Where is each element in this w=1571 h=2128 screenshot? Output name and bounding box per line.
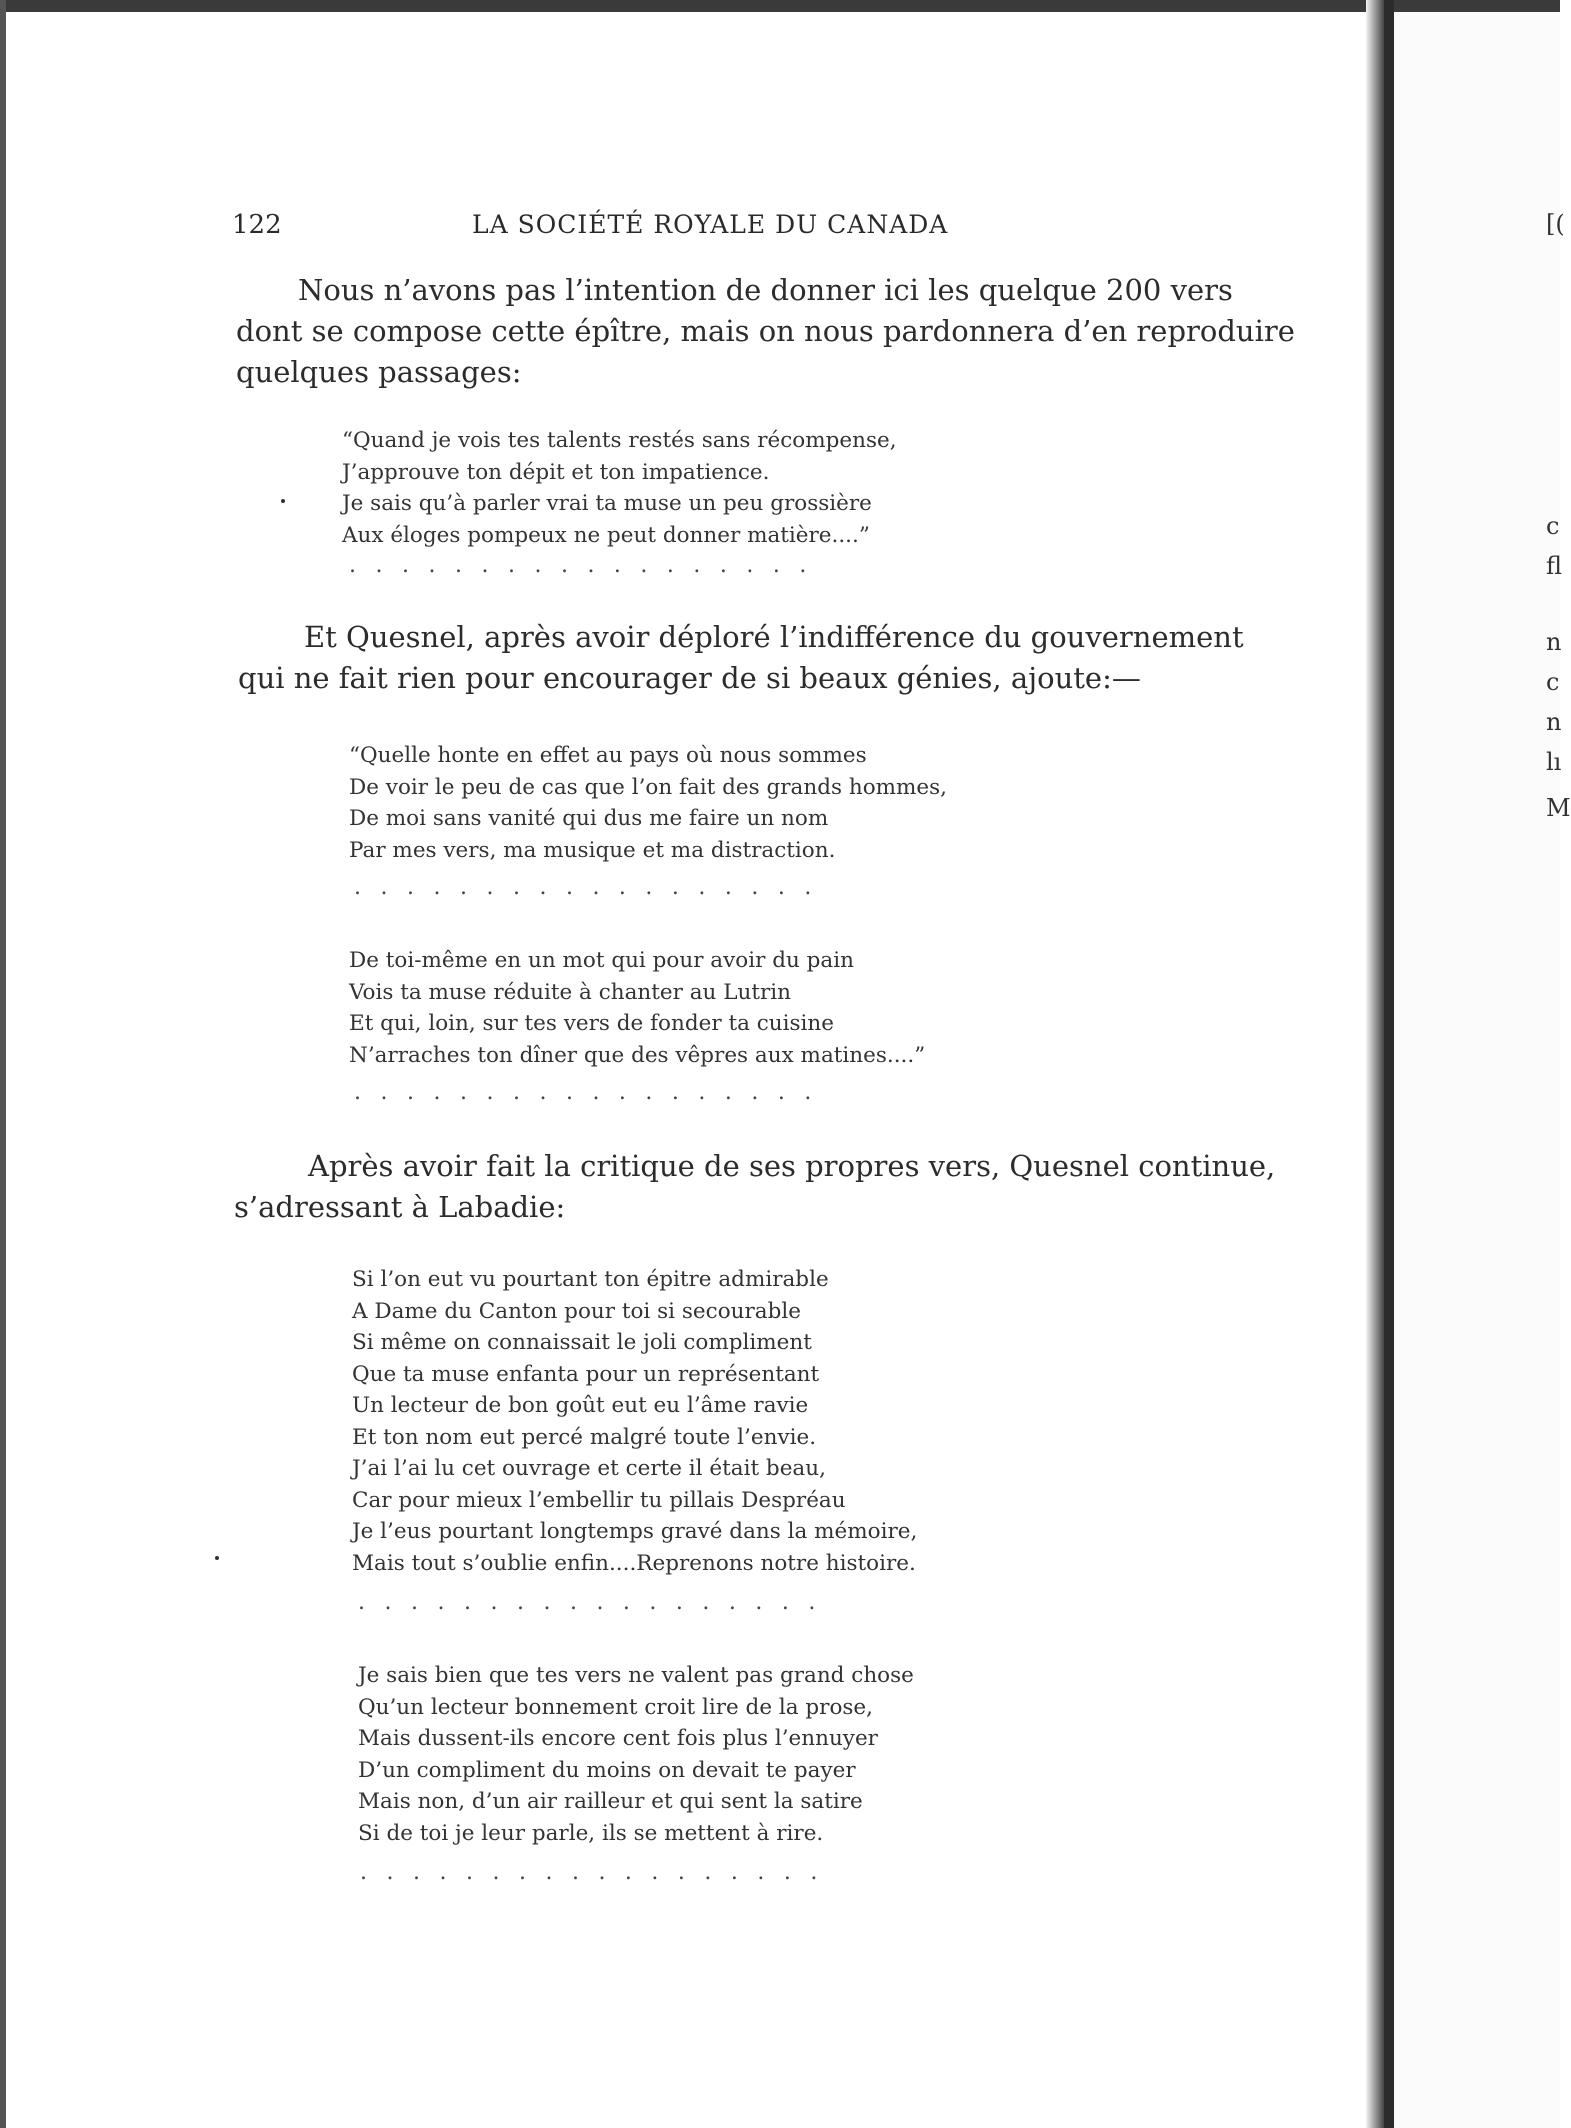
verse-block bbox=[342, 425, 897, 551]
scan-top-border bbox=[0, 0, 1560, 12]
page-header bbox=[232, 210, 1197, 250]
verse-line: “Quand je vois tes talents restés sans récompense, bbox=[342, 428, 897, 453]
paragraph-line: Et Quesnel, après avoir déploré l’indifférence du gouvernement bbox=[304, 620, 1244, 654]
verse-line: Vois ta muse réduite à chanter au Lutrin bbox=[349, 979, 791, 1005]
verse-block bbox=[358, 1660, 914, 1849]
verse-block bbox=[352, 1264, 917, 1579]
verse-line: Un lecteur de bon goût eut eu l’âme ravie bbox=[352, 1393, 809, 1418]
facing-page-fragment: lı bbox=[1546, 748, 1562, 776]
verse-line: Que ta muse enfanta pour un représentant bbox=[352, 1361, 820, 1387]
ink-speck bbox=[215, 1556, 219, 1560]
verse-line: Mais tout s’oublie enfin....Reprenons notre histoire. bbox=[352, 1550, 916, 1576]
ellipsis-row: .................. bbox=[349, 553, 826, 578]
running-head: LA SOCIÉTÉ ROYALE DU CANADA bbox=[472, 210, 949, 239]
page-number: 122 bbox=[232, 210, 282, 240]
verse-line: Car pour mieux l’embellir tu pillais Despréau bbox=[352, 1487, 846, 1513]
body-paragraph bbox=[238, 617, 1244, 699]
page-fold-shadow bbox=[1366, 0, 1384, 2128]
paragraph-line: qui ne fait rien pour encourager de si beaux génies, ajoute:— bbox=[238, 661, 1141, 695]
facing-page-fragment: c bbox=[1546, 512, 1560, 540]
book-gutter bbox=[1384, 0, 1394, 2128]
body-paragraph bbox=[236, 270, 1295, 393]
verse-line: Qu’un lecteur bonnement croit lire de la prose, bbox=[358, 1694, 873, 1720]
verse-line: Je l’eus pourtant longtemps gravé dans la mémoire, bbox=[352, 1519, 918, 1544]
verse-line: Aux éloges pompeux ne peut donner matière....” bbox=[342, 522, 870, 548]
paragraph-line: Après avoir fait la critique de ses propres vers, Quesnel continue, bbox=[308, 1149, 1276, 1183]
verse-line: Si de toi je leur parle, ils se mettent à rire. bbox=[358, 1820, 824, 1846]
scan-left-border bbox=[0, 0, 6, 2128]
facing-page-fragment: fl bbox=[1546, 552, 1563, 580]
verse-line: D’un compliment du moins on devait te payer bbox=[358, 1757, 856, 1783]
paragraph-line: s’adressant à Labadie: bbox=[234, 1190, 566, 1224]
ellipsis-row: .................. bbox=[360, 1860, 837, 1885]
facing-page bbox=[1394, 12, 1571, 2128]
verse-line: Mais dussent-ils encore cent fois plus l’ennuyer bbox=[358, 1726, 878, 1751]
facing-page-fragment: M bbox=[1546, 794, 1571, 822]
verse-line: Si l’on eut vu pourtant ton épitre admirable bbox=[352, 1267, 829, 1292]
facing-page-fragment: n bbox=[1546, 628, 1562, 656]
verse-line: N’arraches ton dîner que des vêpres aux matines....” bbox=[349, 1042, 926, 1068]
ink-speck bbox=[281, 499, 285, 503]
verse-line: Je sais bien que tes vers ne valent pas grand chose bbox=[358, 1663, 914, 1688]
verse-line: De moi sans vanité qui dus me faire un nom bbox=[349, 806, 829, 831]
verse-line: A Dame du Canton pour toi si secourable bbox=[352, 1298, 801, 1324]
verse-line: J’ai l’ai lu cet ouvrage et certe il était beau, bbox=[352, 1456, 826, 1481]
verse-line: Par mes vers, ma musique et ma distraction. bbox=[349, 837, 836, 863]
paragraph-line: quelques passages: bbox=[236, 355, 522, 389]
ellipsis-row: .................. bbox=[358, 1590, 835, 1615]
paragraph-line: dont se compose cette épître, mais on nous pardonnera d’en reproduire bbox=[236, 314, 1295, 348]
verse-line: Je sais qu’à parler vrai ta muse un peu grossière bbox=[342, 491, 872, 516]
verse-block bbox=[349, 945, 925, 1071]
ellipsis-row: .................. bbox=[354, 875, 831, 900]
facing-page-fragment: n bbox=[1546, 708, 1562, 736]
verse-line: De toi-même en un mot qui pour avoir du pain bbox=[349, 948, 854, 973]
facing-page-fragment: c bbox=[1546, 668, 1560, 696]
body-paragraph bbox=[234, 1146, 1275, 1228]
verse-line: Et ton nom eut percé malgré toute l’envie. bbox=[352, 1424, 817, 1450]
verse-line: Et qui, loin, sur tes vers de fonder ta cuisine bbox=[349, 1011, 834, 1036]
verse-line: Mais non, d’un air railleur et qui sent la satire bbox=[358, 1789, 863, 1814]
verse-line: De voir le peu de cas que l’on fait des grands hommes, bbox=[349, 774, 948, 800]
facing-page-fragment: [( bbox=[1546, 210, 1565, 238]
verse-line: J’approuve ton dépit et ton impatience. bbox=[342, 459, 770, 485]
ellipsis-row: .................. bbox=[354, 1080, 831, 1105]
verse-block bbox=[349, 740, 947, 866]
paragraph-line: Nous n’avons pas l’intention de donner ici les quelque 200 vers bbox=[298, 273, 1233, 307]
verse-line: Si même on connaissait le joli compliment bbox=[352, 1330, 812, 1355]
verse-line: “Quelle honte en effet au pays où nous sommes bbox=[349, 743, 867, 768]
